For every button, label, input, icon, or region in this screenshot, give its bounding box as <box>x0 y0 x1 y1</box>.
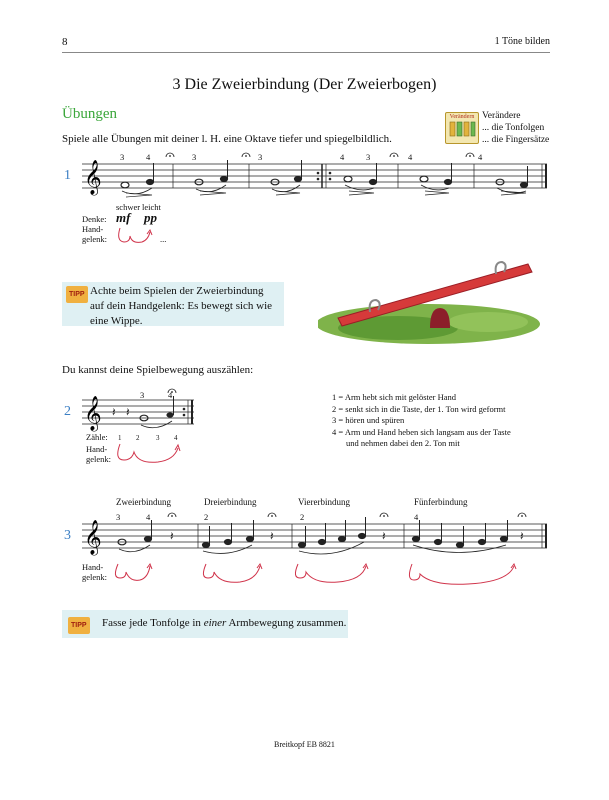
wrist-arc-icon <box>114 442 184 466</box>
fingering: 3 <box>120 152 125 162</box>
binding-label: Zweierbindung <box>116 497 171 507</box>
seesaw-illustration <box>318 252 548 348</box>
variation-icon <box>445 112 479 144</box>
exercise-3-staff <box>82 520 547 560</box>
svg-text:𝄽: 𝄽 <box>382 529 386 543</box>
svg-text:𝄽: 𝄽 <box>170 529 174 543</box>
ellipsis: ... <box>160 234 167 244</box>
count-2: 2 <box>136 434 140 442</box>
svg-text:𝄽: 𝄽 <box>270 529 274 543</box>
fingering: 4 <box>168 390 173 400</box>
fingering: 4 <box>146 512 151 522</box>
fingering: 3 <box>258 152 263 162</box>
tip-text: Achte beim Spielen der Zweierbindung auf dein Handgelenk: Es bewegt sich wie eine Wippe. <box>90 285 273 327</box>
exercise-1-staff <box>82 160 547 200</box>
fingering: 4 <box>414 512 419 522</box>
svg-text:𝄽: 𝄽 <box>520 529 524 543</box>
fingering: 3 <box>116 512 121 522</box>
tip-text-part: Fasse jede Tonfolge in <box>102 617 204 629</box>
fingering: 3 <box>140 390 145 400</box>
count-1: 1 <box>118 434 122 442</box>
svg-text:𝄞: 𝄞 <box>84 520 102 555</box>
dynamic-mf: mf <box>116 210 131 225</box>
variation-line: ... die Tonfolgen <box>482 123 545 133</box>
tip-text-emphasis: einer <box>203 617 227 629</box>
tip-sign-icon: TIPP <box>68 617 90 634</box>
svg-text:𝄽: 𝄽 <box>126 405 130 419</box>
svg-text:𝄽: 𝄽 <box>112 405 116 419</box>
exercise-3-number: 3 <box>64 528 71 543</box>
fingering: 4 <box>408 152 413 162</box>
wrist-label: gelenk: <box>82 572 108 582</box>
variation-icon-graphic <box>446 120 478 140</box>
dynamic-word: leicht <box>142 202 161 212</box>
section-title: Übungen <box>62 106 117 122</box>
denke-label: Denke: <box>82 214 107 224</box>
tip-box <box>62 610 348 638</box>
fingering: 2 <box>300 512 305 522</box>
page-header <box>62 34 550 53</box>
count-3: 3 <box>156 434 160 442</box>
fingering: 4 <box>146 152 151 162</box>
fingering: 4 <box>340 152 345 162</box>
exercise-2-staff <box>82 396 194 432</box>
legend-line: 2 = senkt sich in die Taste, der 1. Ton wird geformt <box>332 403 506 414</box>
chapter-title: 1 Töne bilden <box>494 36 550 47</box>
variation-line: Verändere <box>482 111 521 121</box>
wrist-label: Hand- <box>82 562 104 572</box>
fingering: 4 <box>478 152 483 162</box>
variation-icon-label: Verändern <box>449 114 475 120</box>
wrist-label: gelenk: <box>86 454 112 464</box>
fingering: 3 <box>192 152 197 162</box>
legend-line: 1 = Arm hebt sich mit gelöster Hand <box>332 392 457 402</box>
fingering: 2 <box>204 512 209 522</box>
dynamic-pp: pp <box>144 210 157 225</box>
svg-text:𝄞: 𝄞 <box>84 396 102 431</box>
footer-publisher: Breitkopf EB 8821 <box>274 740 335 749</box>
dynamic-word: schwer <box>116 202 141 212</box>
instruction-text: Spiele alle Übungen mit deiner l. H. eine Oktave tiefer und spiegelbildlich. <box>62 133 392 145</box>
page-number: 8 <box>62 36 68 48</box>
wrist-label: Hand- <box>82 224 104 234</box>
page-title: 3 Die Zweierbindung (Der Zweierbogen) <box>172 76 437 93</box>
variation-line: ... die Fingersätze <box>482 135 550 145</box>
wrist-arcs-icon <box>112 562 552 588</box>
count-label: Zähle: <box>86 432 108 442</box>
legend-line: 4 = Arm und Hand heben sich langsam aus der Taste <box>332 426 511 437</box>
legend-line: 3 = hören und spüren <box>332 415 405 425</box>
exercise-1-number: 1 <box>64 168 71 183</box>
treble-clef-icon: 𝄞 <box>84 160 102 195</box>
wrist-label: Hand- <box>86 444 108 454</box>
count-legend <box>332 392 552 450</box>
tip-text-part: Armbewegung zusammen. <box>226 617 347 629</box>
tip-box <box>62 282 284 326</box>
tip-text <box>102 616 348 631</box>
wrist-label: gelenk: <box>82 234 108 244</box>
binding-label: Dreierbindung <box>204 497 257 507</box>
wrist-arc-icon <box>116 226 156 246</box>
count-4: 4 <box>174 434 178 442</box>
legend-line: und nehmen dabei den 2. Ton mit <box>346 438 460 448</box>
exercise-2-number: 2 <box>64 404 71 419</box>
tip-sign-icon: TIPP <box>66 286 88 303</box>
binding-label: Viererbindung <box>298 497 350 507</box>
binding-label: Fünferbindung <box>414 497 468 507</box>
fingering: 3 <box>366 152 371 162</box>
count-intro: Du kannst deine Spielbewegung auszählen: <box>62 364 254 376</box>
variation-list <box>482 110 549 146</box>
